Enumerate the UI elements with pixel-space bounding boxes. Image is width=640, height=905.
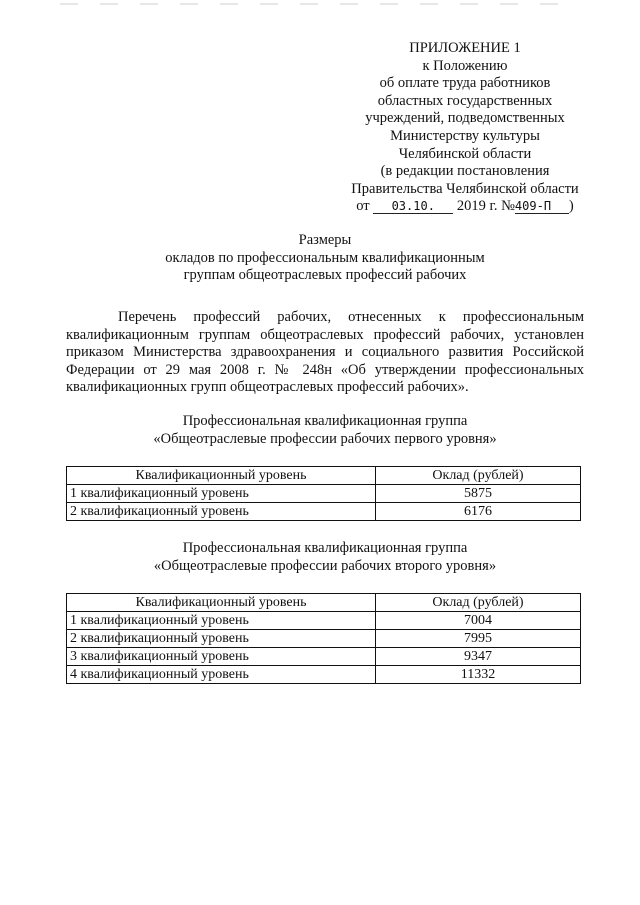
title-line: Размеры <box>298 232 352 248</box>
document-title <box>60 232 590 285</box>
group-heading-line: Профессиональная квалификационная группа <box>182 413 468 429</box>
appendix-header <box>330 40 600 216</box>
table-row <box>67 630 581 648</box>
year-text: 2019 г. № <box>456 198 515 215</box>
level-cell: 1 квалификационный уровень <box>67 485 376 503</box>
close-paren: ) <box>568 198 574 215</box>
group-heading-line: Профессиональная квалификационная группа <box>182 540 468 556</box>
scan-artifact <box>60 3 560 5</box>
title-line: окладов по профессиональным квалификационным <box>165 249 485 266</box>
appendix-line: Министерству культуры <box>390 127 540 144</box>
appendix-line: к Положению <box>422 57 508 74</box>
group-heading-second-level <box>60 539 590 575</box>
group-heading-first-level <box>60 412 590 448</box>
intro-paragraph: Перечень профессий рабочих, отнесенных к профессиональным квалификационным группам общеотраслевых профессий рабочих, установлен приказом Министерства здравоохранения и социального развития Российской Федерации от 29 мая 2008 г. № 248н «Об утверждении профессиональных квалификационных групп общеотраслевых профессий рабочих». <box>66 309 584 396</box>
salary-cell: 9347 <box>376 648 581 666</box>
table-row <box>67 503 581 521</box>
table-row <box>67 612 581 630</box>
appendix-title: ПРИЛОЖЕНИЕ 1 <box>409 40 521 56</box>
level-cell: 2 квалификационный уровень <box>67 503 376 521</box>
appendix-line: (в редакции постановления <box>380 163 550 180</box>
column-header-level: Квалификационный уровень <box>67 594 376 612</box>
appendix-line: об оплате труда работников <box>379 75 551 92</box>
salary-cell: 6176 <box>376 503 581 521</box>
group-heading-line: «Общеотраслевые профессии рабочих второго уровня» <box>153 558 497 574</box>
level-cell: 2 квалификационный уровень <box>67 630 376 648</box>
level-cell: 1 квалификационный уровень <box>67 612 376 630</box>
column-header-salary: Оклад (рублей) <box>376 467 581 485</box>
resolution-date-line <box>330 198 600 216</box>
salary-cell: 11332 <box>376 666 581 684</box>
date-prefix: от <box>356 198 370 215</box>
level-cell: 3 квалификационный уровень <box>67 648 376 666</box>
resolution-number: 409-П <box>515 200 569 214</box>
salary-cell: 7995 <box>376 630 581 648</box>
table-row <box>67 485 581 503</box>
column-header-level: Квалификационный уровень <box>67 467 376 485</box>
column-header-salary: Оклад (рублей) <box>376 594 581 612</box>
appendix-line: Челябинской области <box>398 145 532 162</box>
table-header-row <box>67 594 581 612</box>
appendix-line: Правительства Челябинской области <box>351 180 579 197</box>
table-row <box>67 648 581 666</box>
salary-cell: 7004 <box>376 612 581 630</box>
group-heading-line: «Общеотраслевые профессии рабочих первого уровня» <box>153 431 497 447</box>
table-row <box>67 666 581 684</box>
appendix-line: областных государственных <box>377 92 553 109</box>
resolution-date: 03.10. <box>373 200 453 214</box>
salary-table-first-level <box>66 466 581 521</box>
appendix-line: учреждений, подведомственных <box>365 110 565 127</box>
table-header-row <box>67 467 581 485</box>
salary-table-second-level <box>66 593 581 684</box>
salary-cell: 5875 <box>376 485 581 503</box>
level-cell: 4 квалификационный уровень <box>67 666 376 684</box>
title-line: группам общеотраслевых профессий рабочих <box>183 267 467 284</box>
